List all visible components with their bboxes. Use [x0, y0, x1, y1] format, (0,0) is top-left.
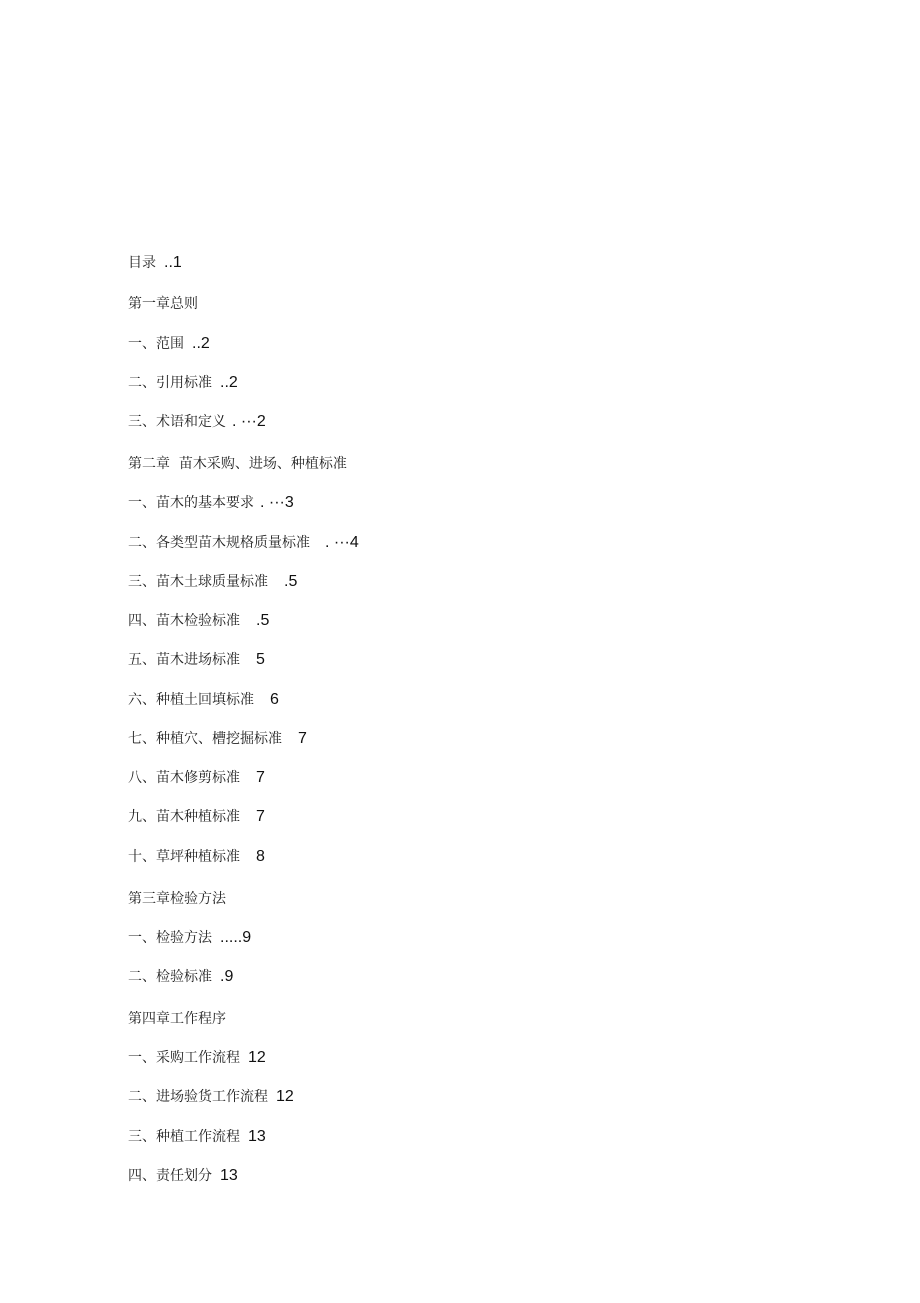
toc-chapter[interactable] [128, 293, 198, 315]
toc-entry-page: ..2 [192, 335, 210, 352]
toc-entry[interactable] [128, 1165, 238, 1187]
toc-entry-page: 7 [298, 730, 307, 747]
toc-entry-page: .5 [256, 612, 270, 629]
toc-entry[interactable] [128, 610, 269, 632]
toc-entry[interactable] [128, 1086, 294, 1108]
toc-entry-page: . ···2 [232, 413, 266, 430]
toc-entry[interactable] [128, 649, 265, 671]
toc-entry-title: 一、检验方法 [128, 930, 212, 946]
toc-entry-title: 四、责任划分 [128, 1168, 212, 1184]
toc-entry-page: 12 [248, 1049, 266, 1066]
toc-entry-title: 四、苗木检验标准 [128, 613, 240, 629]
toc-entry-title: 二、进场验货工作流程 [128, 1089, 268, 1105]
toc-entry-title: 三、种植工作流程 [128, 1129, 240, 1145]
toc-entry-page: ..1 [164, 254, 182, 271]
toc-entry-title: 目录 [128, 255, 156, 271]
toc-chapter-title: 第三章检验方法 [128, 891, 226, 907]
toc-entry-title: 一、范围 [128, 336, 184, 352]
toc-entry-page: 6 [270, 691, 279, 708]
toc-chapter[interactable] [128, 453, 347, 475]
toc-chapter[interactable] [128, 1008, 226, 1030]
toc-entry-page: . ···3 [260, 494, 294, 511]
toc-entry-title: 五、苗木进场标准 [128, 652, 240, 668]
toc-entry-title: 八、苗木修剪标准 [128, 770, 240, 786]
toc-entry[interactable] [128, 411, 266, 433]
toc-entry-page: .9 [220, 968, 234, 985]
toc-entry-page: .5 [284, 573, 298, 590]
toc-entry-title: 十、草坪种植标准 [128, 849, 240, 865]
toc-entry-page: 7 [256, 769, 265, 786]
toc-entry-title: 二、引用标准 [128, 375, 212, 391]
toc-entry-title: 九、苗木种植标准 [128, 809, 240, 825]
toc-entry-page: ..2 [220, 374, 238, 391]
toc-entry[interactable] [128, 492, 294, 514]
toc-entry-page: 5 [256, 651, 265, 668]
toc-entry-page: 13 [220, 1167, 238, 1184]
toc-entry-page: . ···4 [325, 534, 359, 551]
toc-entry-title: 七、种植穴、槽挖掘标准 [128, 731, 282, 747]
toc-entry[interactable] [128, 1126, 266, 1148]
toc-entry-title: 二、检验标准 [128, 969, 212, 985]
toc-entry[interactable] [128, 1047, 266, 1069]
toc-entry-page: 12 [276, 1088, 294, 1105]
toc-chapter[interactable] [128, 888, 226, 910]
toc-chapter-title: 第二章 苗木采购、进场、种植标准 [128, 456, 347, 472]
toc-entry-page: .....9 [220, 929, 252, 946]
toc-entry[interactable] [128, 689, 279, 711]
toc-entry[interactable] [128, 372, 238, 394]
toc-entry[interactable] [128, 966, 233, 988]
toc-entry-page: 8 [256, 848, 265, 865]
toc-entry-title: 六、种植土回填标准 [128, 692, 254, 708]
toc-entry-title: 三、苗木土球质量标准 [128, 574, 268, 590]
toc-entry-page: 13 [248, 1128, 266, 1145]
toc-entry[interactable] [128, 728, 307, 750]
toc-chapter-title: 第一章总则 [128, 296, 198, 312]
toc-entry-title: 二、各类型苗木规格质量标准 [128, 535, 310, 551]
toc-entry-title: 三、术语和定义 [128, 414, 226, 430]
toc-entry-title: 一、苗木的基本要求 [128, 495, 254, 511]
toc-entry[interactable] [128, 806, 265, 828]
toc-entry[interactable] [128, 252, 182, 274]
toc-entry-title: 一、采购工作流程 [128, 1050, 240, 1066]
toc-entry-page: 7 [256, 808, 265, 825]
toc-entry[interactable] [128, 333, 210, 355]
toc-entry[interactable] [128, 846, 265, 868]
toc-chapter-title: 第四章工作程序 [128, 1011, 226, 1027]
toc-entry[interactable] [128, 532, 359, 554]
toc-entry[interactable] [128, 767, 265, 789]
toc-entry[interactable] [128, 927, 251, 949]
toc-entry[interactable] [128, 571, 297, 593]
